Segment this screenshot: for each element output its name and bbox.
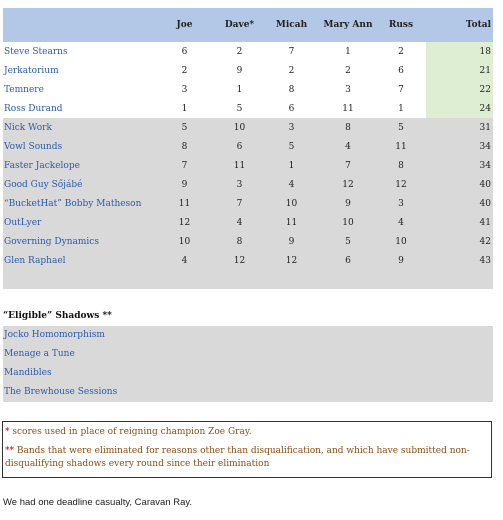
score-cell: 12 [376, 175, 426, 194]
table-row [3, 61, 493, 80]
score-cell: 3 [320, 80, 376, 99]
score-cell: 12 [320, 175, 376, 194]
deadline-casualty-text: We had one deadline casualty, Caravan Ray. [3, 497, 193, 508]
score-cell: 3 [263, 118, 320, 137]
table-row [3, 118, 493, 137]
score-cell: 1 [376, 99, 426, 118]
table-row [3, 137, 493, 156]
band-name-link[interactable]: Governing Dynamics [3, 232, 153, 251]
score-cell: 3 [153, 80, 216, 99]
score-cell: 5 [153, 118, 216, 137]
score-cell: 2 [263, 61, 320, 80]
score-cell: 2 [376, 42, 426, 61]
score-cell: 1 [216, 80, 263, 99]
table-filler-row [3, 270, 493, 289]
score-cell: 11 [153, 194, 216, 213]
total-cell: 24 [426, 99, 493, 118]
band-name-link[interactable]: Good Guy Sőjábé [3, 175, 153, 194]
score-cell: 6 [376, 61, 426, 80]
header-mary-ann: Mary Ann [320, 8, 376, 42]
score-cell: 6 [153, 42, 216, 61]
header-micah: Micah [263, 8, 320, 42]
band-name-link[interactable]: Jerkatorium [3, 61, 153, 80]
total-cell: 40 [426, 175, 493, 194]
shadow-band-link[interactable]: Menage a Tune [4, 349, 75, 359]
footnote-champion-text: scores used in place of reigning champion Zoe Gray. [9, 427, 252, 437]
score-cell: 10 [263, 194, 320, 213]
score-cell: 4 [263, 175, 320, 194]
header-russ: Russ [376, 8, 426, 42]
footnote-shadows [5, 445, 481, 471]
total-cell: 18 [426, 42, 493, 61]
total-cell: 22 [426, 80, 493, 99]
score-cell: 9 [263, 232, 320, 251]
table-row [3, 156, 493, 175]
total-cell: 40 [426, 194, 493, 213]
total-cell: 34 [426, 156, 493, 175]
score-cell: 9 [320, 194, 376, 213]
score-cell: 11 [263, 213, 320, 232]
score-cell: 12 [263, 251, 320, 270]
band-name-link[interactable]: Ross Durand [3, 99, 153, 118]
footnote-champion [5, 426, 252, 439]
table-body [3, 42, 493, 270]
band-name-link[interactable]: Temnere [3, 80, 153, 99]
table-row [3, 80, 493, 99]
score-cell: 11 [320, 99, 376, 118]
score-cell: 9 [376, 251, 426, 270]
table-row [3, 99, 493, 118]
table-row [3, 175, 493, 194]
score-cell: 8 [153, 137, 216, 156]
shadow-band-link[interactable]: Mandibles [4, 368, 52, 378]
score-cell: 5 [216, 99, 263, 118]
score-cell: 8 [376, 156, 426, 175]
table-row [3, 232, 493, 251]
score-cell: 11 [216, 156, 263, 175]
score-cell: 5 [376, 118, 426, 137]
standings-table [3, 8, 493, 270]
band-name-link[interactable]: Steve Stearns [3, 42, 153, 61]
band-name-link[interactable]: Glen Raphael [3, 251, 153, 270]
score-cell: 1 [263, 156, 320, 175]
score-cell: 8 [263, 80, 320, 99]
total-cell: 21 [426, 61, 493, 80]
score-cell: 12 [153, 213, 216, 232]
shadows-heading: “Eligible” Shadows ** [3, 311, 112, 321]
score-cell: 6 [320, 251, 376, 270]
shadows-list [3, 326, 493, 402]
score-cell: 4 [216, 213, 263, 232]
table-row [3, 194, 493, 213]
header-dave: Dave* [216, 8, 263, 42]
score-cell: 6 [263, 99, 320, 118]
shadow-band-link[interactable]: Jocko Homomorphism [4, 330, 105, 340]
band-name-link[interactable]: Nick Work [3, 118, 153, 137]
score-cell: 2 [320, 61, 376, 80]
score-cell: 10 [153, 232, 216, 251]
score-cell: 2 [216, 42, 263, 61]
header-total: Total [426, 8, 493, 42]
score-cell: 10 [320, 213, 376, 232]
score-cell: 10 [376, 232, 426, 251]
score-cell: 5 [263, 137, 320, 156]
score-cell: 4 [153, 251, 216, 270]
footnote-double-star: ** [5, 446, 14, 456]
score-cell: 7 [216, 194, 263, 213]
score-cell: 7 [263, 42, 320, 61]
score-cell: 7 [320, 156, 376, 175]
score-cell: 3 [376, 194, 426, 213]
score-cell: 11 [376, 137, 426, 156]
total-cell: 43 [426, 251, 493, 270]
table-row [3, 213, 493, 232]
score-cell: 1 [320, 42, 376, 61]
footnote-shadows-text: Bands that were eliminated for reasons other than disqualification, and which have submitted non-disqualifying shadows every round since their elimination [5, 446, 470, 469]
band-name-link[interactable]: Vowl Sounds [3, 137, 153, 156]
total-cell: 41 [426, 213, 493, 232]
table-header-row [3, 8, 493, 42]
total-cell: 34 [426, 137, 493, 156]
score-cell: 10 [216, 118, 263, 137]
score-cell: 8 [320, 118, 376, 137]
score-cell: 8 [216, 232, 263, 251]
table-row [3, 42, 493, 61]
score-cell: 9 [216, 61, 263, 80]
score-cell: 4 [320, 137, 376, 156]
band-name-link[interactable]: Faster Jackelope [3, 156, 153, 175]
band-name-link[interactable]: “BucketHat” Bobby Matheson [3, 194, 153, 213]
score-cell: 5 [320, 232, 376, 251]
total-cell: 42 [426, 232, 493, 251]
score-cell: 4 [376, 213, 426, 232]
header-joe: Joe [153, 8, 216, 42]
footnote-star: * [5, 427, 10, 437]
score-cell: 6 [216, 137, 263, 156]
total-cell: 31 [426, 118, 493, 137]
score-cell: 3 [216, 175, 263, 194]
score-cell: 12 [216, 251, 263, 270]
shadow-band-link[interactable]: The Brewhouse Sessions [4, 387, 118, 397]
score-cell: 9 [153, 175, 216, 194]
score-cell: 2 [153, 61, 216, 80]
score-cell: 7 [153, 156, 216, 175]
header-name [3, 8, 153, 42]
score-cell: 1 [153, 99, 216, 118]
score-cell: 7 [376, 80, 426, 99]
table-row [3, 251, 493, 270]
band-name-link[interactable]: OutLyer [3, 213, 153, 232]
footnotes-box [2, 421, 492, 478]
